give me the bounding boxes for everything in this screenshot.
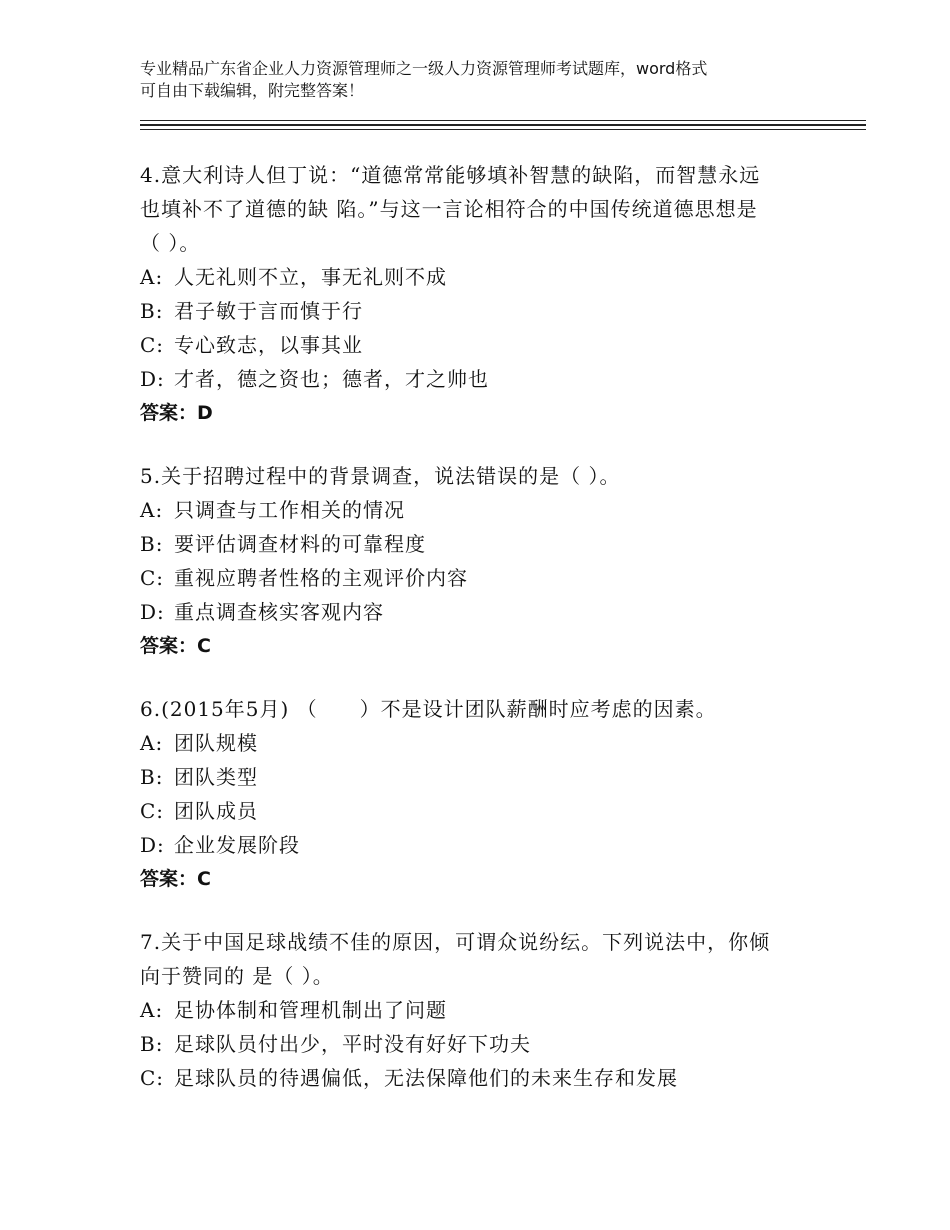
option-letter: C: xyxy=(140,333,165,357)
option-letter: D: xyxy=(140,367,165,391)
option-c xyxy=(140,794,820,828)
option-text: 团队规模 xyxy=(174,731,258,755)
option-d xyxy=(140,828,820,862)
answer-label: 答案：C xyxy=(140,635,211,657)
header-divider-top xyxy=(140,120,866,121)
option-text: 专心致志，以事其业 xyxy=(174,333,363,357)
option-text: 足球队员付出少，平时没有好好下功夫 xyxy=(174,1032,531,1056)
option-text: 才者，德之资也；德者，才之帅也 xyxy=(174,367,489,391)
option-letter: B: xyxy=(140,299,164,323)
option-d xyxy=(140,595,820,629)
question-stem xyxy=(140,158,820,260)
option-b xyxy=(140,527,820,561)
option-letter: A: xyxy=(140,498,164,522)
question-stem xyxy=(140,459,820,493)
option-text: 要评估调查材料的可靠程度 xyxy=(174,532,426,556)
question-stem-line: 4.意大利诗人但丁说：“道德常常能够填补智慧的缺陷，而智慧永远 xyxy=(140,163,761,187)
option-c xyxy=(140,1061,820,1095)
option-text: 君子敏于言而慎于行 xyxy=(174,299,363,323)
option-b xyxy=(140,1027,820,1061)
option-text: 团队成员 xyxy=(174,799,258,823)
header-line-2: 可自由下载编辑，附完整答案！ xyxy=(140,81,365,100)
option-b xyxy=(140,760,820,794)
option-text: 企业发展阶段 xyxy=(174,833,300,857)
option-a xyxy=(140,993,820,1027)
option-a xyxy=(140,260,820,294)
option-letter: C: xyxy=(140,1066,165,1090)
question-4 xyxy=(140,158,820,430)
question-stem-line: 也填补不了道德的缺 陷。”与这一言论相符合的中国传统道德思想是 xyxy=(140,197,758,221)
document-header xyxy=(140,58,840,102)
option-text: 人无礼则不立，事无礼则不成 xyxy=(174,265,447,289)
question-list xyxy=(140,158,820,1124)
option-d xyxy=(140,362,820,396)
option-b xyxy=(140,294,820,328)
header-divider-middle xyxy=(140,124,866,126)
answer-label: 答案：C xyxy=(140,868,211,890)
option-text: 重点调查核实客观内容 xyxy=(174,600,384,624)
option-letter: B: xyxy=(140,532,164,556)
header-line-1: 专业精品广东省企业人力资源管理师之一级人力资源管理师考试题库，word格式 xyxy=(140,59,708,78)
option-text: 重视应聘者性格的主观评价内容 xyxy=(174,566,468,590)
question-stem-line: 5.关于招聘过程中的背景调查，说法错误的是（ ）。 xyxy=(140,464,621,488)
answer-label: 答案：D xyxy=(140,402,213,424)
question-stem-line: 6.(2015年5月) （ ）不是设计团队薪酬时应考虑的因素。 xyxy=(140,697,717,721)
option-c xyxy=(140,561,820,595)
question-6 xyxy=(140,692,820,896)
option-text: 足球队员的待遇偏低，无法保障他们的未来生存和发展 xyxy=(174,1066,678,1090)
option-letter: A: xyxy=(140,731,164,755)
option-c xyxy=(140,328,820,362)
header-divider-bottom xyxy=(140,129,866,130)
option-letter: B: xyxy=(140,1032,164,1056)
option-letter: C: xyxy=(140,799,165,823)
question-stem xyxy=(140,692,820,726)
question-stem-line: （ ）。 xyxy=(140,231,201,255)
option-text: 团队类型 xyxy=(174,765,258,789)
option-letter: B: xyxy=(140,765,164,789)
question-stem-line: 向于赞同的 是（ ）。 xyxy=(140,964,334,988)
option-a xyxy=(140,726,820,760)
question-7 xyxy=(140,925,820,1095)
option-letter: A: xyxy=(140,265,164,289)
question-stem xyxy=(140,925,820,993)
option-letter: D: xyxy=(140,833,165,857)
question-stem-line: 7.关于中国足球战绩不佳的原因，可谓众说纷纭。下列说法中，你倾 xyxy=(140,930,771,954)
option-text: 足协体制和管理机制出了问题 xyxy=(174,998,447,1022)
option-a xyxy=(140,493,820,527)
option-letter: A: xyxy=(140,998,164,1022)
option-letter: C: xyxy=(140,566,165,590)
option-text: 只调查与工作相关的情况 xyxy=(174,498,405,522)
option-letter: D: xyxy=(140,600,165,624)
question-5 xyxy=(140,459,820,663)
